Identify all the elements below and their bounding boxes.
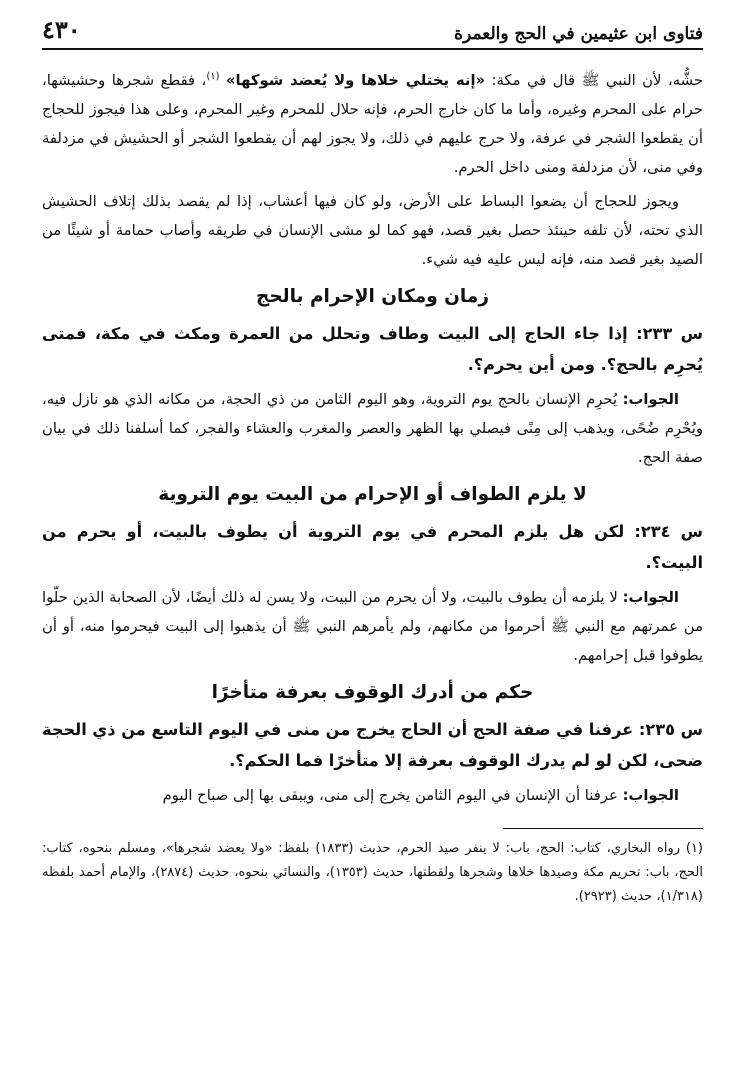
answer	[42, 781, 703, 810]
paragraph: ويجوز للحجاج أن يضعوا البساط على الأرض، ولو كان فيها أعشاب، إذا لم يقصد بذلك إتلاف الحشيش الذي تحته، لأن تلفه حينئذ حصل بغير قصد، فهو كما لو مشى الإنسان في طريقه وأصاب حمامة أو شيئًا من الصيد بغير قصد منه، فإنه ليس عليه فيه شيء.	[42, 192, 703, 268]
page	[42, 14, 703, 922]
section-heading: حكم من أدرك الوقوف بعرفة متأخرًا	[211, 681, 534, 703]
paragraph-lead: حشُّه، لأن النبي ﷺ قال في مكة:	[485, 71, 703, 89]
answer-text: عرفنا أن الإنسان في اليوم الثامن يخرج إلى منى، ويبقى بها إلى صباح اليوم	[162, 786, 623, 804]
question: س ٢٣٤: لكن هل يلزم المحرم في يوم التروية أن يطوف بالبيت، أو يحرم من البيت؟.	[42, 521, 703, 572]
hadith-quote: «إنه يختلي خلاها ولا يُعضد شوكها»	[225, 71, 486, 89]
answer	[42, 385, 703, 472]
running-header	[42, 14, 703, 50]
question: س ٢٣٣: إذا جاء الحاج إلى البيت وطاف وتحلل من العمرة ومكث في مكة، فمتى يُحرِم بالحج؟. ومن أين يحرم؟.	[42, 323, 703, 374]
answer-text: يُحرِم الإنسان بالحج يوم التروية، وهو اليوم الثامن من ذي الحجة، من مكانه الذي هو نازل فيه، ويُحْرِم ضُحًى، ويذهب إلى مِنًى فيصلي بها الظهر والعصر والمغرب والعشاء والفجر، كما أسلفنا ذلك في بيان صفة الحج.	[42, 390, 703, 466]
answer	[42, 583, 703, 670]
page-number: ٤٣٠	[42, 15, 81, 44]
answer-text: لا يلزمه أن يطوف بالبيت، ولا أن يحرم من البيت، ولا يسن له ذلك أيضًا، لأن الصحابة الذين حلّوا من عمرتهم مع النبي ﷺ أحرموا من مكانهم، ولم يأمرهم النبي ﷺ أن يذهبوا إلى البيت فيحرموا منه، أو أن يطوفوا قبل إحرامهم.	[42, 588, 703, 664]
footnote-reference: (١)	[206, 71, 220, 82]
answer-label: الجواب:	[622, 786, 679, 804]
footnote-divider	[503, 828, 703, 829]
book-title: فتاوى ابن عثيمين في الحج والعمرة	[454, 24, 703, 44]
question: س ٢٣٥: عرفنا في صفة الحج أن الحاج يخرج من منى في اليوم التاسع من ذي الحجة ضحى، لكن لو لم يدرك الوقوف بعرفة إلا متأخرًا فما الحكم؟.	[42, 719, 703, 770]
answer-label: الجواب:	[622, 588, 679, 606]
answer-label: الجواب:	[622, 390, 679, 408]
paragraph	[42, 62, 703, 182]
section-heading: لا يلزم الطواف أو الإحرام من البيت يوم التروية	[158, 483, 587, 505]
section-heading: زمان ومكان الإحرام بالحج	[256, 285, 489, 307]
page-body	[42, 62, 703, 909]
paragraph-rest: ، فقطع شجرها وحشيشها، حرام على المحرم وغيره، وأما ما كان خارج الحرم، فإنه حلال للمحرم وغير المحرم، وعلى هذا فيجوز للحجاج أن يقطعوا الشجر في عرفة، ولا حرج عليهم في ذلك، ولا يجوز لهم أن يقطعوا الشجر أو الحشيش في مزدلفة وفي منى، لأن مزدلفة ومنى داخل الحرم.	[42, 71, 703, 176]
footnote: (١) رواه البخاري، كتاب: الحج، باب: لا ينفر صيد الحرم، حديث (١٨٣٣) بلفظ: «ولا يعضد شجرها»، ومسلم بنحوه، كتاب: الحج، باب: تحريم مكة وصيدها خلاها وشجرها ولقطتها، حديث (١٣٥٣)، والنسائي بنحوه، حديث (٢٨٧٤)، والإمام أحمد بلفظه (١/٣١٨)، حديث (٢٩٢٣).	[42, 840, 703, 904]
